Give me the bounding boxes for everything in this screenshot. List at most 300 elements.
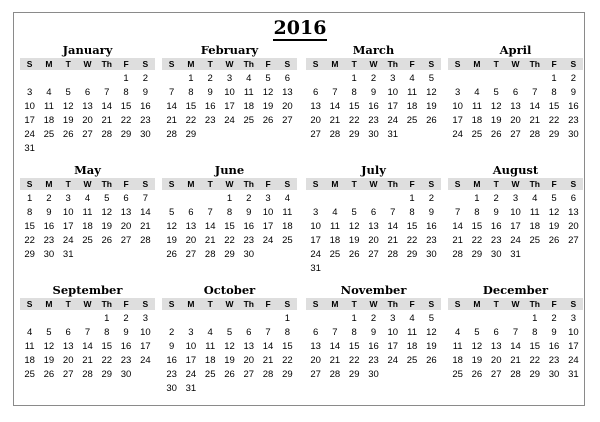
day-cell: 3 (312, 207, 319, 218)
day-cell: 3 (65, 193, 71, 204)
day-cell: 14 (204, 221, 216, 232)
day-cell: 16 (243, 221, 255, 232)
day-cell: 13 (510, 101, 521, 112)
day-cell: 25 (406, 355, 418, 366)
day-cell: 31 (62, 249, 74, 260)
month-name: March (352, 43, 395, 57)
day-cell: 11 (529, 207, 540, 218)
day-cell: 17 (140, 341, 151, 352)
weekday-label: T (351, 59, 357, 69)
day-cell: 26 (548, 235, 560, 246)
day-cell: 17 (24, 115, 35, 126)
day-cell: 19 (62, 115, 74, 126)
day-cell: 27 (568, 235, 579, 246)
day-cell: 8 (104, 327, 110, 338)
empty-cell (506, 312, 525, 326)
day-cell: 29 (348, 129, 360, 140)
day-cell: 23 (204, 115, 216, 126)
day-cell: 22 (348, 355, 360, 366)
day-cell: 20 (490, 355, 502, 366)
day-cell: 27 (310, 369, 321, 380)
day-cell: 17 (568, 341, 579, 352)
day-cell: 20 (120, 221, 132, 232)
day-cell: 19 (471, 355, 483, 366)
day-cell: 27 (120, 235, 132, 246)
day-cell: 15 (406, 221, 418, 232)
day-cell: 11 (24, 341, 35, 352)
day-cell: 20 (368, 235, 379, 246)
day-cell: 25 (529, 235, 541, 246)
day-cell: 15 (185, 101, 197, 112)
day-cell: 31 (568, 369, 579, 380)
day-cell: 15 (224, 221, 235, 232)
day-cell: 26 (426, 355, 437, 366)
day-cell: 2 (46, 193, 52, 204)
day-cell: 26 (471, 369, 483, 380)
day-cell: 18 (43, 115, 55, 126)
day-cell: 21 (329, 115, 341, 126)
day-cell: 21 (529, 115, 541, 126)
day-cell: 4 (26, 327, 33, 338)
day-cell: 14 (82, 341, 93, 352)
day-cell: 9 (370, 87, 377, 98)
day-cell: 25 (452, 369, 463, 380)
weekday-label: S (168, 299, 175, 309)
day-cell: 4 (474, 87, 480, 98)
empty-cell (59, 312, 78, 326)
day-cell: 28 (166, 129, 177, 140)
day-grid (162, 72, 297, 142)
day-cell: 23 (368, 355, 379, 366)
day-cell: 1 (26, 193, 33, 204)
weekday-label: T (493, 179, 499, 189)
day-cell: 12 (426, 87, 437, 98)
day-cell: 2 (370, 73, 377, 84)
month-may (20, 163, 155, 262)
empty-cell (467, 312, 486, 326)
empty-cell (201, 312, 220, 326)
day-cell: 14 (101, 101, 113, 112)
day-cell: 12 (224, 341, 235, 352)
day-cell: 28 (204, 249, 216, 260)
day-cell: 6 (512, 87, 519, 98)
day-cell: 24 (185, 369, 197, 380)
weekday-label: F (551, 59, 557, 69)
empty-cell (39, 72, 58, 86)
empty-cell (181, 192, 200, 206)
weekday-label: S (142, 179, 149, 189)
day-grid (20, 312, 155, 382)
day-cell: 18 (204, 355, 216, 366)
day-cell: 1 (351, 313, 357, 324)
day-cell: 20 (82, 115, 93, 126)
day-cell: 5 (428, 313, 434, 324)
empty-cell (525, 72, 544, 86)
day-cell: 22 (101, 355, 113, 366)
empty-cell (467, 72, 486, 86)
day-cell: 17 (310, 235, 321, 246)
day-cell: 16 (490, 221, 502, 232)
day-cell: 30 (243, 249, 255, 260)
day-cell: 29 (24, 249, 35, 260)
day-cell: 16 (426, 221, 437, 232)
day-cell: 1 (351, 73, 357, 84)
day-cell: 30 (426, 249, 437, 260)
day-cell: 14 (529, 101, 541, 112)
month-april (448, 43, 583, 142)
weekday-label: S (454, 299, 461, 309)
day-cell: 5 (493, 87, 499, 98)
day-cell: 7 (332, 87, 338, 98)
day-cell: 26 (43, 369, 55, 380)
day-cell: 23 (120, 355, 132, 366)
day-cell: 3 (570, 313, 576, 324)
day-cell: 27 (282, 115, 293, 126)
day-grid (306, 192, 441, 276)
day-cell: 25 (406, 115, 418, 126)
weekday-label: Th (101, 179, 112, 189)
empty-cell (325, 312, 344, 326)
weekday-label: S (428, 299, 435, 309)
day-cell: 8 (351, 327, 357, 338)
day-cell: 29 (348, 369, 360, 380)
weekday-label: T (493, 299, 499, 309)
day-cell: 22 (471, 235, 483, 246)
day-grid (162, 192, 297, 262)
weekday-label: S (454, 59, 461, 69)
day-cell: 12 (166, 221, 177, 232)
weekday-header (20, 58, 155, 70)
weekday-label: F (123, 299, 129, 309)
day-cell: 14 (452, 221, 463, 232)
day-cell: 12 (426, 327, 437, 338)
day-cell: 19 (348, 235, 360, 246)
weekday-label: W (225, 59, 234, 69)
weekday-label: S (428, 179, 435, 189)
day-cell: 9 (246, 207, 252, 218)
day-grid (162, 312, 297, 396)
day-cell: 26 (262, 115, 274, 126)
weekday-label: M (473, 179, 481, 189)
month-january (20, 43, 155, 156)
empty-cell (448, 72, 467, 86)
day-cell: 13 (310, 101, 321, 112)
day-cell: 11 (407, 87, 417, 98)
weekday-label: F (409, 299, 415, 309)
day-cell: 6 (65, 327, 71, 338)
empty-cell (181, 312, 200, 326)
day-cell: 6 (493, 327, 499, 338)
month-december (448, 283, 583, 382)
weekday-label: M (45, 299, 53, 309)
weekday-header (20, 178, 155, 190)
day-cell: 22 (529, 355, 541, 366)
day-cell: 31 (24, 143, 35, 154)
day-cell: 13 (368, 221, 379, 232)
day-cell: 30 (548, 369, 560, 380)
day-cell: 31 (510, 249, 521, 260)
day-cell: 3 (454, 87, 461, 98)
day-cell: 28 (101, 129, 113, 140)
day-cell: 7 (168, 87, 175, 98)
day-cell: 14 (262, 341, 274, 352)
day-cell: 23 (490, 235, 502, 246)
day-cell: 12 (490, 101, 502, 112)
empty-cell (383, 192, 402, 206)
month-february (162, 43, 297, 142)
day-cell: 11 (282, 207, 293, 218)
day-cell: 4 (332, 207, 338, 218)
month-name: September (52, 283, 123, 297)
day-cell: 25 (282, 235, 293, 246)
day-cell: 28 (329, 369, 341, 380)
day-grid (20, 72, 155, 156)
day-cell: 24 (24, 129, 35, 140)
day-cell: 2 (493, 193, 499, 204)
day-cell: 21 (166, 115, 177, 126)
day-cell: 6 (370, 207, 377, 218)
day-cell: 17 (387, 101, 399, 112)
year-label: 2016 (273, 17, 327, 39)
day-cell: 28 (510, 369, 521, 380)
weekday-label: Th (387, 179, 398, 189)
day-cell: 29 (185, 129, 197, 140)
weekday-label: M (187, 59, 195, 69)
day-cell: 18 (82, 221, 93, 232)
day-cell: 15 (348, 341, 360, 352)
weekday-label: S (570, 299, 577, 309)
weekday-label: F (265, 59, 271, 69)
day-cell: 22 (548, 115, 560, 126)
day-cell: 7 (265, 327, 271, 338)
day-cell: 29 (101, 369, 113, 380)
day-cell: 23 (426, 235, 437, 246)
day-cell: 31 (387, 129, 399, 140)
weekday-label: F (265, 299, 271, 309)
day-cell: 31 (310, 263, 321, 274)
day-cell: 18 (529, 221, 541, 232)
day-cell: 3 (265, 193, 271, 204)
day-cell: 11 (43, 101, 54, 112)
day-cell: 11 (329, 221, 340, 232)
empty-cell (162, 72, 181, 86)
weekday-label: T (65, 179, 71, 189)
day-cell: 27 (510, 129, 521, 140)
weekday-header (448, 178, 583, 190)
day-cell: 23 (368, 115, 379, 126)
day-cell: 9 (551, 327, 557, 338)
empty-cell (258, 312, 277, 326)
weekday-label: F (265, 179, 271, 189)
day-cell: 9 (370, 327, 377, 338)
weekday-label: S (26, 59, 33, 69)
month-august (448, 163, 583, 262)
day-cell: 13 (568, 207, 579, 218)
day-cell: 9 (493, 207, 499, 218)
day-cell: 20 (310, 115, 321, 126)
day-grid (448, 192, 583, 262)
day-cell: 18 (243, 101, 255, 112)
day-cell: 10 (310, 221, 321, 232)
day-cell: 12 (262, 87, 274, 98)
day-cell: 8 (351, 87, 357, 98)
weekday-label: Th (243, 299, 254, 309)
day-cell: 27 (368, 249, 379, 260)
day-cell: 20 (568, 221, 579, 232)
weekday-label: Th (243, 179, 254, 189)
day-cell: 10 (510, 207, 521, 218)
day-cell: 16 (140, 101, 151, 112)
day-cell: 24 (62, 235, 74, 246)
day-cell: 5 (46, 327, 52, 338)
day-cell: 11 (471, 101, 482, 112)
weekday-label: S (284, 299, 291, 309)
day-cell: 25 (24, 369, 35, 380)
day-cell: 2 (551, 313, 557, 324)
day-cell: 26 (101, 235, 113, 246)
day-cell: 28 (262, 369, 274, 380)
day-cell: 3 (226, 73, 233, 84)
empty-cell (20, 312, 39, 326)
weekday-header (306, 178, 441, 190)
day-cell: 6 (84, 87, 91, 98)
day-cell: 10 (185, 341, 197, 352)
weekday-label: M (331, 179, 339, 189)
day-cell: 5 (104, 193, 110, 204)
day-cell: 16 (368, 341, 379, 352)
day-cell: 2 (207, 73, 213, 84)
day-cell: 27 (243, 369, 255, 380)
empty-cell (306, 72, 325, 86)
day-cell: 20 (243, 355, 255, 366)
day-cell: 1 (409, 193, 415, 204)
day-cell: 7 (454, 207, 461, 218)
day-cell: 2 (246, 193, 252, 204)
day-cell: 10 (387, 87, 399, 98)
day-cell: 9 (428, 207, 434, 218)
day-cell: 9 (46, 207, 52, 218)
day-cell: 26 (490, 129, 502, 140)
weekday-label: W (83, 299, 92, 309)
empty-cell (306, 312, 325, 326)
day-cell: 16 (120, 341, 132, 352)
day-cell: 15 (101, 341, 113, 352)
day-cell: 5 (65, 87, 71, 98)
day-cell: 23 (140, 115, 151, 126)
day-cell: 8 (123, 87, 129, 98)
day-cell: 13 (120, 207, 132, 218)
day-cell: 26 (166, 249, 177, 260)
weekday-label: Th (101, 299, 112, 309)
day-cell: 31 (185, 383, 197, 394)
day-cell: 10 (262, 207, 274, 218)
day-cell: 2 (370, 313, 377, 324)
day-cell: 13 (185, 221, 197, 232)
day-cell: 21 (140, 221, 151, 232)
day-cell: 11 (407, 327, 417, 338)
day-cell: 1 (532, 313, 538, 324)
day-cell: 10 (224, 87, 235, 98)
day-cell: 15 (529, 341, 541, 352)
day-cell: 25 (471, 129, 483, 140)
day-cell: 24 (387, 115, 399, 126)
day-cell: 22 (348, 115, 360, 126)
weekday-label: T (65, 59, 71, 69)
weekday-label: Th (529, 179, 540, 189)
day-cell: 27 (62, 369, 74, 380)
day-cell: 15 (348, 101, 360, 112)
weekday-label: T (207, 59, 213, 69)
day-cell: 9 (168, 341, 175, 352)
day-cell: 4 (246, 73, 252, 84)
day-cell: 20 (510, 115, 521, 126)
day-cell: 29 (120, 129, 132, 140)
day-cell: 7 (104, 87, 110, 98)
empty-cell (487, 72, 506, 86)
day-cell: 5 (474, 327, 480, 338)
day-cell: 8 (551, 87, 557, 98)
weekday-header (306, 58, 441, 70)
day-cell: 13 (490, 341, 502, 352)
day-cell: 9 (207, 87, 213, 98)
day-cell: 22 (185, 115, 197, 126)
day-cell: 10 (140, 327, 151, 338)
day-cell: 27 (310, 129, 321, 140)
day-cell: 8 (284, 327, 290, 338)
day-cell: 8 (474, 207, 480, 218)
day-cell: 30 (140, 129, 151, 140)
weekday-label: S (26, 179, 33, 189)
day-cell: 1 (551, 73, 557, 84)
weekday-label: T (207, 299, 213, 309)
day-cell: 23 (548, 355, 560, 366)
day-cell: 8 (532, 327, 538, 338)
day-cell: 7 (207, 207, 213, 218)
empty-cell (506, 72, 525, 86)
empty-cell (448, 312, 467, 326)
weekday-label: S (142, 299, 149, 309)
day-cell: 12 (471, 341, 483, 352)
day-cell: 22 (406, 235, 418, 246)
weekday-header (162, 298, 297, 310)
day-cell: 18 (452, 355, 463, 366)
day-cell: 4 (409, 73, 415, 84)
day-cell: 23 (243, 235, 255, 246)
weekday-label: T (65, 299, 71, 309)
day-cell: 22 (224, 235, 235, 246)
day-cell: 13 (82, 101, 93, 112)
day-cell: 14 (329, 341, 341, 352)
day-cell: 12 (548, 207, 560, 218)
weekday-label: S (312, 59, 319, 69)
day-cell: 24 (510, 235, 521, 246)
day-cell: 21 (82, 355, 93, 366)
weekday-label: W (83, 59, 92, 69)
day-cell: 24 (140, 355, 151, 366)
day-cell: 11 (205, 341, 216, 352)
day-cell: 18 (406, 341, 418, 352)
day-cell: 1 (226, 193, 233, 204)
month-name: October (203, 283, 256, 297)
day-cell: 3 (142, 313, 148, 324)
weekday-label: W (511, 179, 520, 189)
weekday-label: S (168, 179, 175, 189)
day-cell: 21 (101, 115, 113, 126)
day-cell: 10 (387, 327, 399, 338)
day-grid (306, 312, 441, 382)
day-cell: 29 (529, 369, 541, 380)
day-cell: 19 (548, 221, 560, 232)
